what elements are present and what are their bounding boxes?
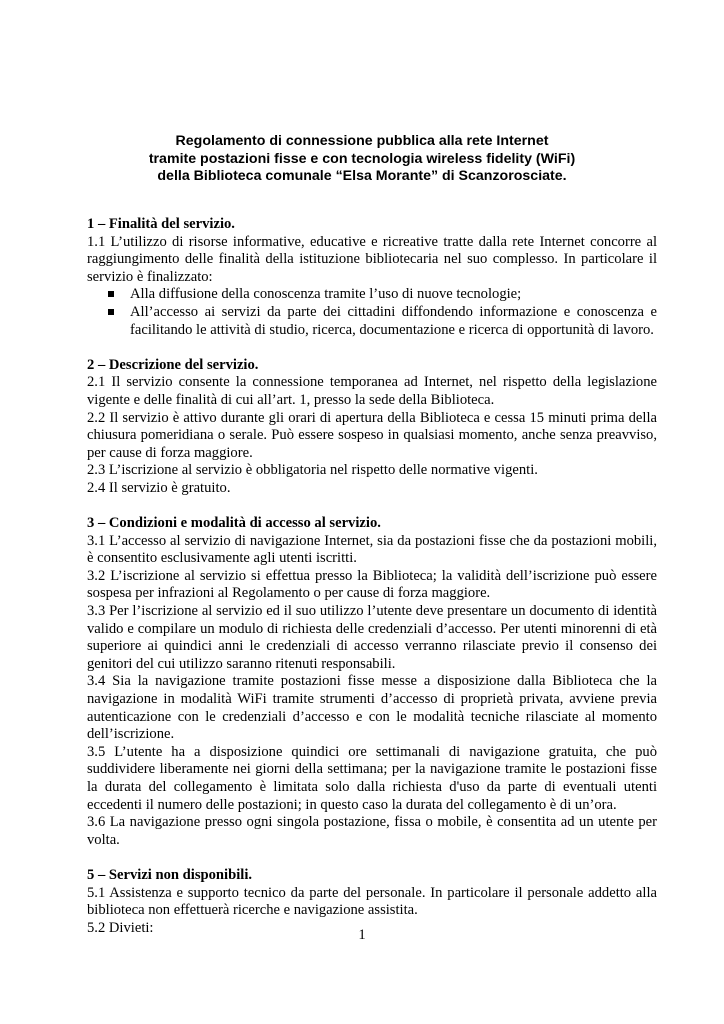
section-finalita	[87, 216, 657, 339]
square-bullet-icon	[108, 291, 114, 297]
paragraph: 3.1 L’accesso al servizio di navigazione Internet, sia da postazioni fisse che da postazioni mobili, è consentito esclusivamente agli utenti iscritti.	[87, 532, 657, 567]
section-heading: 5 – Servizi non disponibili.	[87, 866, 253, 883]
paragraph: 1.1 L’utilizzo di risorse informative, educative e ricreative tratte dalla rete Internet concorre al raggiungimento delle finalità della istituzione bibliotecaria nel suo complesso. In particolare il servizio è finalizzato:	[87, 233, 657, 285]
paragraph: 2.2 Il servizio è attivo durante gli orari di apertura della Biblioteca e cessa 15 minuti prima della chiusura pomeridiana o serale. Può essere sospeso in qualsiasi momento, anche senza preavviso, per cause di forza maggiore.	[87, 409, 657, 461]
paragraph: 3.5 L’utente ha a disposizione quindici ore settimanali di navigazione gratuita, che può suddividere liberamente nei giorni della settimana; per la navigazione tramite le postazioni fisse la durata del collegamento è limitata solo dalla richiesta d'uso da parte di eventuali utenti eccedenti il numero delle postazioni; in questo caso la durata del collegamento è di un’ora.	[87, 743, 657, 813]
title-line-2: tramite postazioni fisse e con tecnologia wireless fidelity (WiFi)	[148, 150, 576, 167]
paragraph: 2.4 Il servizio è gratuito.	[87, 479, 231, 496]
document-title	[60, 133, 664, 186]
paragraph: 3.6 La navigazione presso ogni singola postazione, fissa o mobile, è consentita ad un utente per volta.	[87, 814, 657, 848]
list-item	[87, 286, 657, 304]
paragraph: 2.3 L’iscrizione al servizio è obbligatoria nel rispetto delle normative vigenti.	[87, 462, 538, 479]
paragraph: 3.4 Sia la navigazione tramite postazioni fisse messe a disposizione dalla Biblioteca che la navigazione in modalità WiFi tramite strumenti d’accesso di proprietà privata, avviene previa autenticazione con le credenziali d’accesso e con le modalità tecniche rilasciate al momento dell’iscrizione.	[87, 673, 657, 743]
page-number: 1	[358, 927, 366, 943]
paragraph: 2.1 Il servizio consente la connessione temporanea ad Internet, nel rispetto della legislazione vigente e delle finalità di cui all’art. 1, presso la sede della Biblioteca.	[87, 374, 657, 408]
title-line-3: della Biblioteca comunale “Elsa Morante” di Scanzorosciate.	[157, 168, 567, 184]
paragraph: 3.2 L’iscrizione al servizio si effettua presso la Biblioteca; la validità dell’iscrizione può essere sospesa per infrazioni al Regolamento o per cause di forza maggiore.	[87, 567, 657, 602]
list-item	[87, 304, 657, 339]
section-condizioni	[87, 515, 657, 849]
document-body	[87, 216, 657, 955]
paragraph: 5.2 Divieti:	[87, 919, 154, 936]
section-descrizione	[87, 357, 657, 498]
bullet-list	[87, 286, 657, 339]
paragraph: 5.1 Assistenza e supporto tecnico da parte del personale. In particolare il personale addetto alla biblioteca non effettuerà ricerche e navigazione assistita.	[87, 884, 657, 919]
title-line-1: Regolamento di connessione pubblica alla rete Internet	[175, 133, 549, 149]
square-bullet-icon	[108, 309, 114, 315]
section-heading: 1 – Finalità del servizio.	[87, 216, 235, 232]
section-heading: 3 – Condizioni e modalità di accesso al servizio.	[87, 515, 381, 532]
section-heading: 2 – Descrizione del servizio.	[87, 356, 259, 373]
list-item-text: Alla diffusione della conoscenza tramite l’uso di nuove tecnologie;	[130, 286, 522, 303]
paragraph: 3.3 Per l’iscrizione al servizio ed il suo utilizzo l’utente deve presentare un documento di identità valido e compilare un modulo di richiesta delle credenziali d’accesso. Per utenti minorenni di età superiore ai quindici anni le credenziali di accesso verranno rilasciate previo il consenso dei genitori del cui utilizzo saranno ritenuti responsabili.	[87, 603, 657, 672]
list-item-text: All’accesso ai servizi da parte dei cittadini diffondendo informazione e conoscenza e facilitando le attività di studio, ricerca, documentazione e ricerca di opportunità di lavoro.	[130, 303, 657, 338]
